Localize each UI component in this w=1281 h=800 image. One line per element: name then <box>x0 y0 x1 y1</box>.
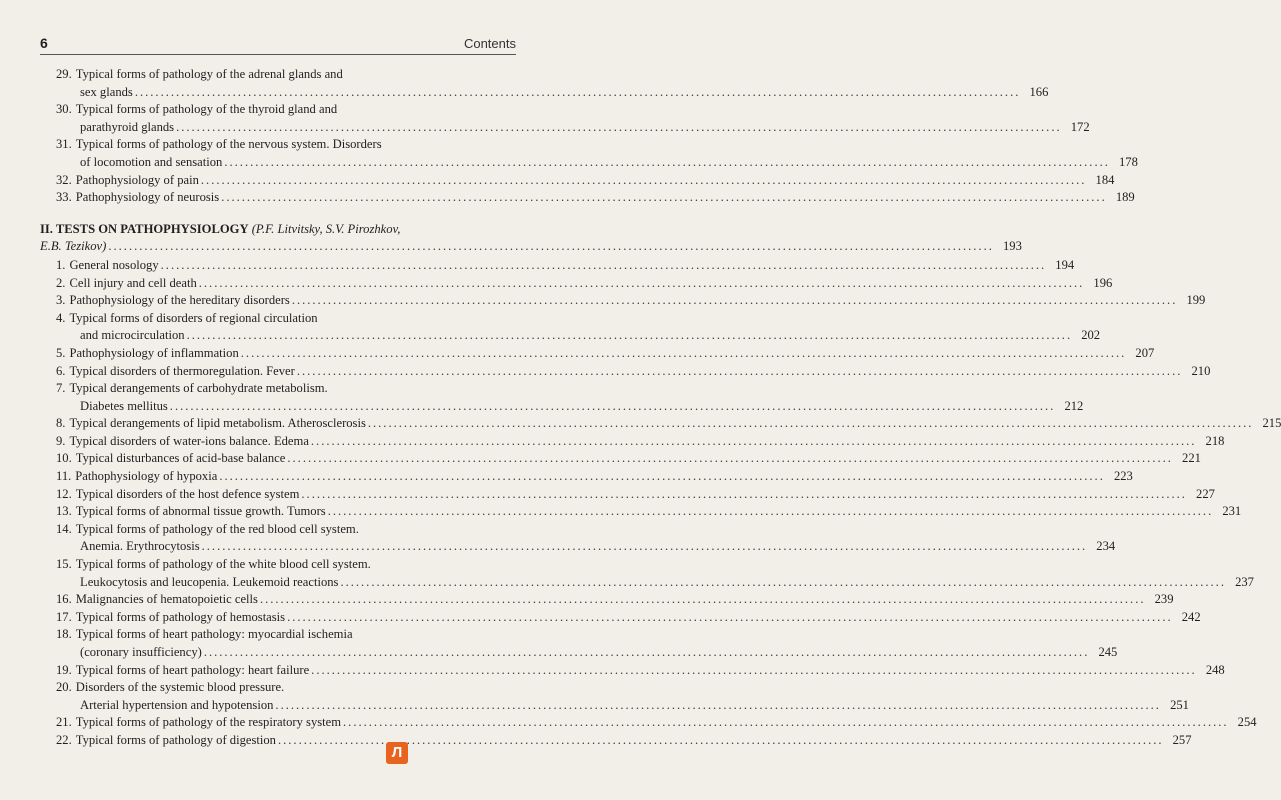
toc-entry-title: Typical forms of pathology of the nervous system. Disorders <box>75 137 382 152</box>
page-ref: 199 <box>1186 293 1206 308</box>
dot-leader <box>341 714 1229 732</box>
dot-leader <box>326 503 1214 521</box>
toc-entry-number: 4. <box>56 310 66 325</box>
toc-entry-number: 7. <box>56 381 66 396</box>
toc-entry-title: Disorders of the systemic blood pressure. <box>75 680 285 695</box>
toc-entry-number: 19. <box>56 662 72 677</box>
toc-entry-number: 32. <box>56 172 72 187</box>
dot-leader <box>133 84 1021 102</box>
toc-entry-number: 11. <box>56 469 72 484</box>
section-authors-line2: E.B. Tezikov) <box>40 239 107 254</box>
page-ref: 218 <box>1205 433 1225 448</box>
toc-entry-title: Typical disorders of thermoregulation. Fever <box>69 363 295 378</box>
page-ref: 251 <box>1170 697 1189 712</box>
toc-entry-number: 29. <box>56 67 72 81</box>
dot-leader <box>199 172 1087 190</box>
toc-entry <box>40 310 1101 345</box>
page-number: 6 <box>40 35 48 51</box>
toc-entry-title: (coronary insufficiency) <box>80 645 202 659</box>
page-ref: 257 <box>1172 732 1192 747</box>
toc-entry-title: Pathophysiology of pain <box>75 172 199 187</box>
toc-entry <box>40 556 1254 591</box>
page-ref: 193 <box>1002 239 1022 254</box>
dot-leader <box>222 154 1110 172</box>
page-ref: 215 <box>1262 416 1281 431</box>
toc-entry-title: Diabetes mellitus <box>80 398 168 413</box>
toc-entry <box>40 521 1116 556</box>
toc-entry-number: 14. <box>56 521 72 536</box>
toc-entry-title: Malignancies of hematopoietic cells <box>75 592 258 607</box>
dot-leader <box>200 538 1088 556</box>
toc-entry-number: 16. <box>56 592 72 607</box>
toc-entry-title: Anemia. Erythrocytosis <box>80 539 200 554</box>
toc-entry-title: Typical forms of heart pathology: heart failure <box>75 662 310 677</box>
toc-entry-number: 21. <box>56 715 72 730</box>
toc-section-heading <box>40 221 1022 256</box>
toc-entry-title: parathyroid glands <box>80 119 175 134</box>
dot-leader <box>217 468 1105 486</box>
toc-entry <box>40 172 1115 190</box>
page-ref: 227 <box>1196 486 1215 501</box>
toc-entry-number: 31. <box>56 137 72 152</box>
toc-entry-title: Typical disorders of water-ions balance. Edema <box>69 433 309 448</box>
toc-entry-number: 1. <box>56 257 66 272</box>
toc-entry <box>40 257 1075 275</box>
dot-leader <box>290 292 1178 310</box>
page-ref: 202 <box>1081 328 1101 343</box>
toc-entry-title: and microcirculation <box>80 328 185 343</box>
page-ref: 254 <box>1237 715 1257 730</box>
toc-entry-number: 12. <box>56 486 72 501</box>
toc-entry-title: Arterial hypertension and hypotension <box>80 697 274 712</box>
toc-entry-number: 5. <box>56 345 66 360</box>
dot-leader <box>197 275 1085 293</box>
toc-entry-title: Pathophysiology of the hereditary disorders <box>69 293 290 308</box>
toc-entry-number: 18. <box>56 627 72 642</box>
toc-entry-title: Typical forms of heart pathology: myocardial ischemia <box>75 627 353 642</box>
toc-entry-title: Typical forms of pathology of the adrenal glands and <box>75 67 343 81</box>
publisher-logo-icon: Л <box>386 742 408 764</box>
dot-leader <box>309 433 1197 451</box>
toc-entry-title: Typical forms of disorders of regional circulation <box>69 310 318 325</box>
toc-entry-title: Typical derangements of lipid metabolism. Atherosclerosis <box>69 416 366 431</box>
dot-leader <box>202 644 1090 662</box>
toc-entry-title: of locomotion and sensation <box>80 154 223 169</box>
toc-entry-number: 22. <box>56 732 72 747</box>
dot-leader <box>299 486 1187 504</box>
dot-leader <box>366 415 1254 433</box>
toc-list-section <box>40 257 1281 750</box>
toc-entry-title: Pathophysiology of hypoxia <box>75 469 218 484</box>
toc-entry-number: 3. <box>56 293 66 308</box>
page-header <box>40 32 516 55</box>
toc-entry <box>40 189 1135 207</box>
page-ref: 212 <box>1064 398 1084 413</box>
toc-entry-title: Pathophysiology of inflammation <box>69 345 239 360</box>
toc-entry-number: 20. <box>56 680 72 695</box>
dot-leader <box>174 119 1062 137</box>
toc-entry-title: Typical forms of pathology of the white blood cell system. <box>75 557 371 572</box>
section-authors-line1: (P.F. Litvitsky, S.V. Pirozhkov, <box>251 221 401 236</box>
toc-entry <box>40 591 1174 609</box>
page-ref: 178 <box>1119 154 1138 169</box>
page-ref: 237 <box>1235 574 1254 589</box>
dot-leader <box>273 697 1161 715</box>
dot-leader <box>239 345 1127 363</box>
toc-entry <box>40 136 1138 171</box>
toc-entry-number: 13. <box>56 504 72 519</box>
page-ref: 210 <box>1191 363 1211 378</box>
toc-entry <box>40 380 1084 415</box>
dot-leader <box>159 257 1047 275</box>
page-ref: 221 <box>1182 451 1201 466</box>
dot-leader <box>168 398 1056 416</box>
toc-entry-title: Typical disorders of the host defence system <box>75 486 300 501</box>
toc-entry-number: 6. <box>56 363 66 378</box>
dot-leader <box>285 450 1173 468</box>
toc-entry <box>40 662 1225 680</box>
toc-entry-title: Leukocytosis and leucopenia. Leukemoid reactions <box>80 574 339 589</box>
page-ref: 189 <box>1115 190 1135 205</box>
page-ref: 196 <box>1093 275 1113 290</box>
toc-entry <box>40 714 1257 732</box>
toc-entry <box>40 66 1049 101</box>
toc-entry-number: 9. <box>56 433 66 448</box>
toc-entry <box>40 450 1201 468</box>
toc-entry <box>40 486 1215 504</box>
dot-leader <box>276 732 1164 750</box>
dot-leader <box>258 591 1146 609</box>
page-ref: 172 <box>1070 119 1090 134</box>
toc-entry <box>40 468 1133 486</box>
toc-entry-title: Typical forms of abnormal tissue growth. Tumors <box>75 504 326 519</box>
toc-entry-title: Typical disturbances of acid-base balance <box>75 451 286 466</box>
page-ref: 245 <box>1098 645 1118 659</box>
toc-entry-number: 8. <box>56 416 66 431</box>
toc-entry-number: 33. <box>56 190 72 205</box>
toc-entry-number: 10. <box>56 451 72 466</box>
toc-entry-number: 30. <box>56 102 72 117</box>
toc-entry-number: 17. <box>56 609 72 624</box>
page-ref: 242 <box>1181 609 1201 624</box>
table-of-contents <box>40 66 1281 750</box>
dot-leader <box>309 662 1197 680</box>
toc-entry <box>40 292 1206 310</box>
toc-entry-title: Typical forms of pathology of digestion <box>75 732 276 747</box>
toc-entry-title: Typical forms of pathology of the respiratory system <box>75 715 342 730</box>
toc-entry <box>40 609 1201 627</box>
section-title: II. TESTS ON PATHOPHYSIOLOGY <box>40 221 249 236</box>
toc-entry-title: Typical forms of pathology of the thyroid gland and <box>75 102 338 117</box>
toc-entry-number: 2. <box>56 275 66 290</box>
dot-leader <box>285 609 1173 627</box>
toc-entry <box>40 679 1189 714</box>
page-ref: 166 <box>1029 84 1049 99</box>
page-ref: 231 <box>1222 504 1242 519</box>
toc-entry-number: 15. <box>56 557 72 572</box>
toc-entry <box>40 732 1192 750</box>
page-ref: 207 <box>1135 345 1155 360</box>
dot-leader <box>106 238 994 256</box>
dot-leader <box>338 574 1226 592</box>
page-ref: 223 <box>1113 469 1133 484</box>
toc-entry <box>40 626 1118 661</box>
toc-entry <box>40 345 1155 363</box>
dot-leader <box>185 327 1073 345</box>
toc-entry <box>40 363 1211 381</box>
toc-entry-title: sex glands <box>80 84 133 99</box>
toc-entry-title: General nosology <box>69 257 159 272</box>
dot-leader <box>219 189 1107 207</box>
toc-entry <box>40 503 1242 521</box>
dot-leader <box>295 363 1183 381</box>
toc-entry-title: Cell injury and cell death <box>69 275 197 290</box>
toc-entry <box>40 433 1225 451</box>
toc-entry <box>40 101 1090 136</box>
toc-entry-title: Typical forms of pathology of hemostasis <box>75 609 286 624</box>
page-ref: 234 <box>1096 539 1116 554</box>
toc-entry-title: Pathophysiology of neurosis <box>75 190 220 205</box>
page-ref: 194 <box>1055 257 1075 272</box>
page-ref: 239 <box>1154 592 1174 607</box>
page-ref: 184 <box>1095 172 1115 187</box>
toc-entry-title: Typical forms of pathology of the red blood cell system. <box>75 521 359 536</box>
page-ref: 248 <box>1205 662 1225 677</box>
toc-entry <box>40 415 1281 433</box>
toc-list-top <box>40 66 1138 207</box>
running-title: Contents <box>463 36 516 51</box>
toc-entry <box>40 275 1113 293</box>
toc-entry-title: Typical derangements of carbohydrate metabolism. <box>69 381 328 396</box>
